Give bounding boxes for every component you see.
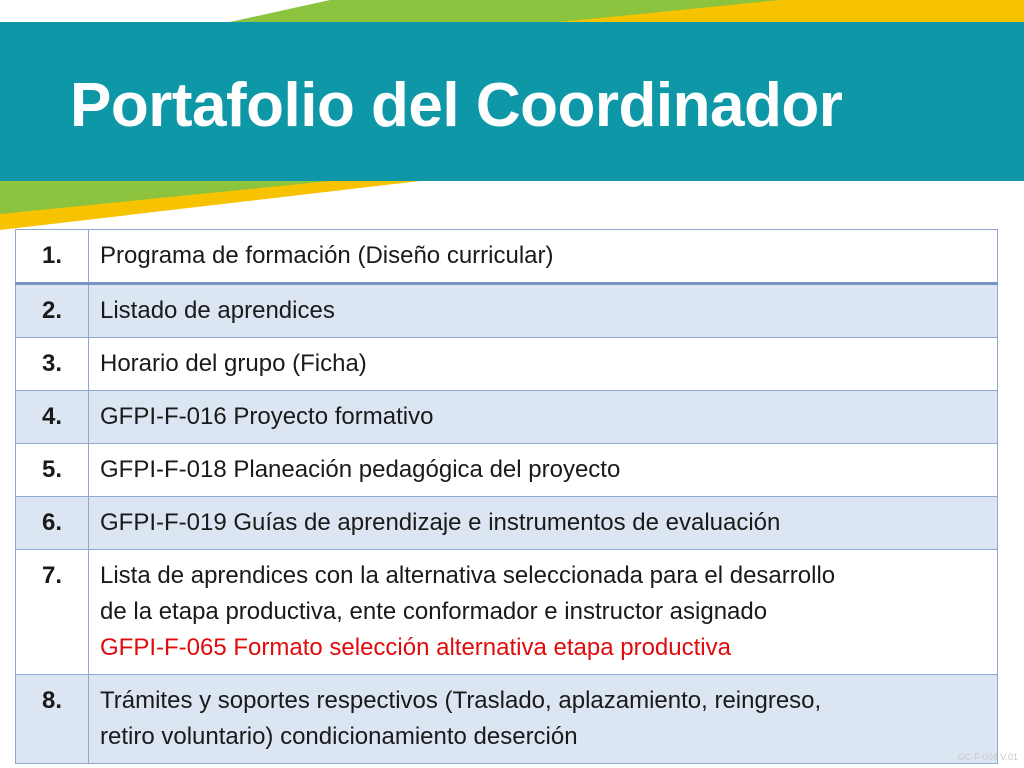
table-row <box>16 497 998 550</box>
table-row <box>16 550 998 675</box>
item-form-reference: GFPI-F-065 Formato selección alternativa etapa productiva <box>100 634 731 661</box>
item-text: GFPI-F-018 Planeación pedagógica del proyecto <box>89 444 998 497</box>
table-row <box>16 338 998 391</box>
item-text: GFPI-F-016 Proyecto formativo <box>89 391 998 444</box>
item-text: Listado de aprendices <box>89 284 998 338</box>
item-number: 4. <box>16 391 89 444</box>
item-text <box>89 550 998 675</box>
item-number: 5. <box>16 444 89 497</box>
table-row <box>16 675 998 764</box>
table-row <box>16 230 998 284</box>
slide-title: Portafolio del Coordinador <box>70 71 843 140</box>
item-number: 1. <box>16 230 89 284</box>
portfolio-table <box>15 229 998 764</box>
item-text: GFPI-F-019 Guías de aprendizaje e instrumentos de evaluación <box>89 497 998 550</box>
table-row <box>16 284 998 338</box>
item-number: 3. <box>16 338 89 391</box>
footer-document-code: GC-F-004 V.01 <box>957 752 1018 762</box>
item-number: 6. <box>16 497 89 550</box>
item-text-line: de la etapa productiva, ente conformador e instructor asignado <box>100 598 768 625</box>
item-number: 2. <box>16 284 89 338</box>
item-text-line: retiro voluntario) condicionamiento deserción <box>100 723 578 750</box>
item-number: 8. <box>16 675 89 764</box>
table-row <box>16 391 998 444</box>
item-text-line: Lista de aprendices con la alternativa seleccionada para el desarrollo <box>100 562 836 589</box>
table-row <box>16 444 998 497</box>
item-text-line: Trámites y soportes respectivos (Traslado, aplazamiento, reingreso, <box>100 687 822 714</box>
item-text: Programa de formación (Diseño curricular) <box>89 230 998 284</box>
item-number: 7. <box>16 550 89 675</box>
item-text: Horario del grupo (Ficha) <box>89 338 998 391</box>
item-text <box>89 675 998 764</box>
